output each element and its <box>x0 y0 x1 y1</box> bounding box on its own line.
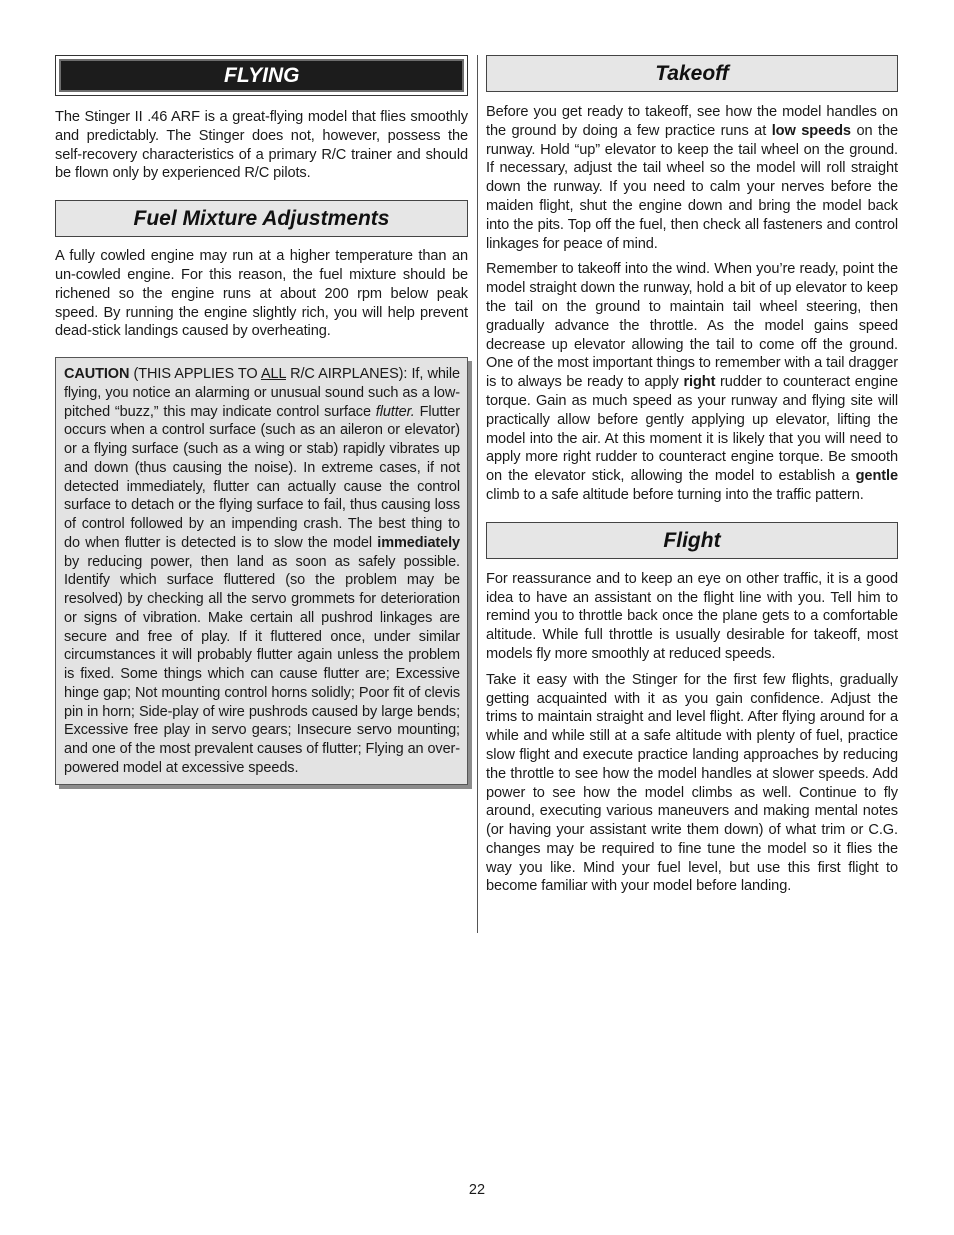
caution-box <box>55 357 468 785</box>
takeoff-title: Takeoff <box>655 62 729 85</box>
flight-title: Flight <box>663 528 721 552</box>
caution-text <box>64 365 460 778</box>
takeoff-p2-end: climb to a safe altitude before turning into the traffic pattern. <box>486 486 864 503</box>
page-number: 22 <box>468 1182 486 1198</box>
caution-label: CAUTION <box>64 366 130 383</box>
left-column <box>55 55 468 785</box>
flight-paragraph-2: Take it easy with the Stinger for the first few flights, gradually getting acquainted with it as you gain confidence. Adjust the trims to maintain straight and level flight. After flying around for a while and while still at a safe altitude with plenty of fuel, practice slow flight and execute practice landing approaches by reducing the throttle to see how the model handles at slower speeds. Add power to see how the model climbs as well. Continue to fly around, executing various maneuvers and making mental notes (or having your assistant write them down) of what trim or C.G. changes may be required to fine tune the model so it flies the way you like. Mind your fuel level, but use this first flight to become familiar with your model before landing. <box>486 671 898 895</box>
caution-immediately: immediately <box>377 534 460 551</box>
flying-title: FLYING <box>224 64 300 87</box>
takeoff-p1-start: Before you get ready to takeoff, see how the model handles on the ground by doing a few practice runs at <box>486 104 898 139</box>
caution-flutter-word: flutter. <box>375 403 415 420</box>
takeoff-section-header <box>486 55 898 92</box>
fuel-mixture-text: A fully cowled engine may run at a higher temperature than an un-cowled engine. For this reason, the fuel mixture should be richened so the engine runs at about 200 rpm below peak speed. By running the engine slightly rich, you will help prevent dead-stick landings caused by overheating. <box>55 248 468 340</box>
takeoff-p2-start: Remember to takeoff into the wind. When you’re ready, point the model straight down the runway, hold a bit of up elevator to keep the tail on the ground to maintain tail wheel steering, then gradually advance the throttle. As the model gains speed decrease up elevator allowing the tail to come off the ground. One of the most important things to remember with a tail dragger is to always be ready to apply <box>486 261 898 391</box>
takeoff-p2-bold-right: right <box>683 374 716 391</box>
flying-intro-text: The Stinger II .46 ARF is a great-flying model that flies smoothly and predictably. The Stinger does not, however, possess the self-recovery characteristics of a primary R/C trainer and should be flown only by experienced R/C pilots. <box>55 109 468 182</box>
caution-lead-2: R/C AIRPLANES): If, while flying, you notice an alarming or unusual sound such as a low-pitched “buzz,” this may indicate control surface <box>64 366 460 420</box>
caution-lead: (THIS APPLIES TO <box>129 366 261 383</box>
takeoff-paragraph-2 <box>486 260 898 504</box>
takeoff-p1-end: on the runway. Hold “up” elevator to keep the tail wheel on the ground. If necessary, adjust the tail wheel so the model will roll straight down the runway. If you need to calm your nerves before the maiden flight, shut the engine down and bring the model back into the pits. Top off the fuel, then check all fasteners and control linkages for peace of mind. <box>486 122 899 252</box>
flying-header-band <box>59 59 464 92</box>
column-divider <box>477 55 478 933</box>
caution-all-underlined: ALL <box>260 366 286 383</box>
takeoff-p1-bold: low speeds <box>771 122 851 139</box>
flying-section-header <box>55 55 468 96</box>
flight-paragraph-1: For reassurance and to keep an eye on other traffic, it is a good idea to have an assistant on the flight line with you. Tell him to remind you to throttle back once the plane gets to a comfortable altitude. While full throttle is usually desirable for takeoff, most models fly more smoothly at reduced speeds. <box>486 570 898 662</box>
fuel-mixture-section-header <box>55 200 468 237</box>
takeoff-p2-bold-gentle: gentle <box>855 468 898 485</box>
flight-section-header <box>486 522 898 559</box>
fuel-mixture-title: Fuel Mixture Adjustments <box>133 207 390 231</box>
caution-body-2: by reducing power, then land as soon as safely possible. Identify which surface fluttered (so the problem may be resolved) by checking all the servo grommets for deterioration or signs of vibration. Make certain all pushrod linkages are secure and free of play. If it fluttered once, under similar circumstances it will probably flutter again unless the problem is fixed. Some things which can cause flutter are; Excessive hinge gap; Not mounting control horns solidly; Poor fit of clevis pin in horn; Side-play of wire pushrods caused by large bends; Excessive free play in servo gears; Insecure servo mounting; and one of the most prevalent causes of flutter; Flying an over-powered model at excessive speeds. <box>64 553 460 776</box>
caution-body-1: Flutter occurs when a control surface (such as an aileron or elevator) or a flying surface (such as a wing or stab) rapidly vibrates up and down (thus causing the noise). In extreme cases, if not detected immediately, flutter can actually cause the control surface to detach or the flying surface to fail, thus causing loss of control followed by an impending crash. The best thing to do when flutter is detected is to slow the model <box>64 403 460 551</box>
takeoff-p2-middle: rudder to counteract engine torque. Gain as much speed as your runway and flying site will practically allow before gently applying up elevator, lifting the model into the air. At this moment it is likely that you will need to apply more right rudder to counteract engine torque. Be smooth on the elevator stick, allowing the model to establish a <box>486 374 898 485</box>
takeoff-paragraph-1 <box>486 103 898 253</box>
right-column <box>486 55 898 896</box>
